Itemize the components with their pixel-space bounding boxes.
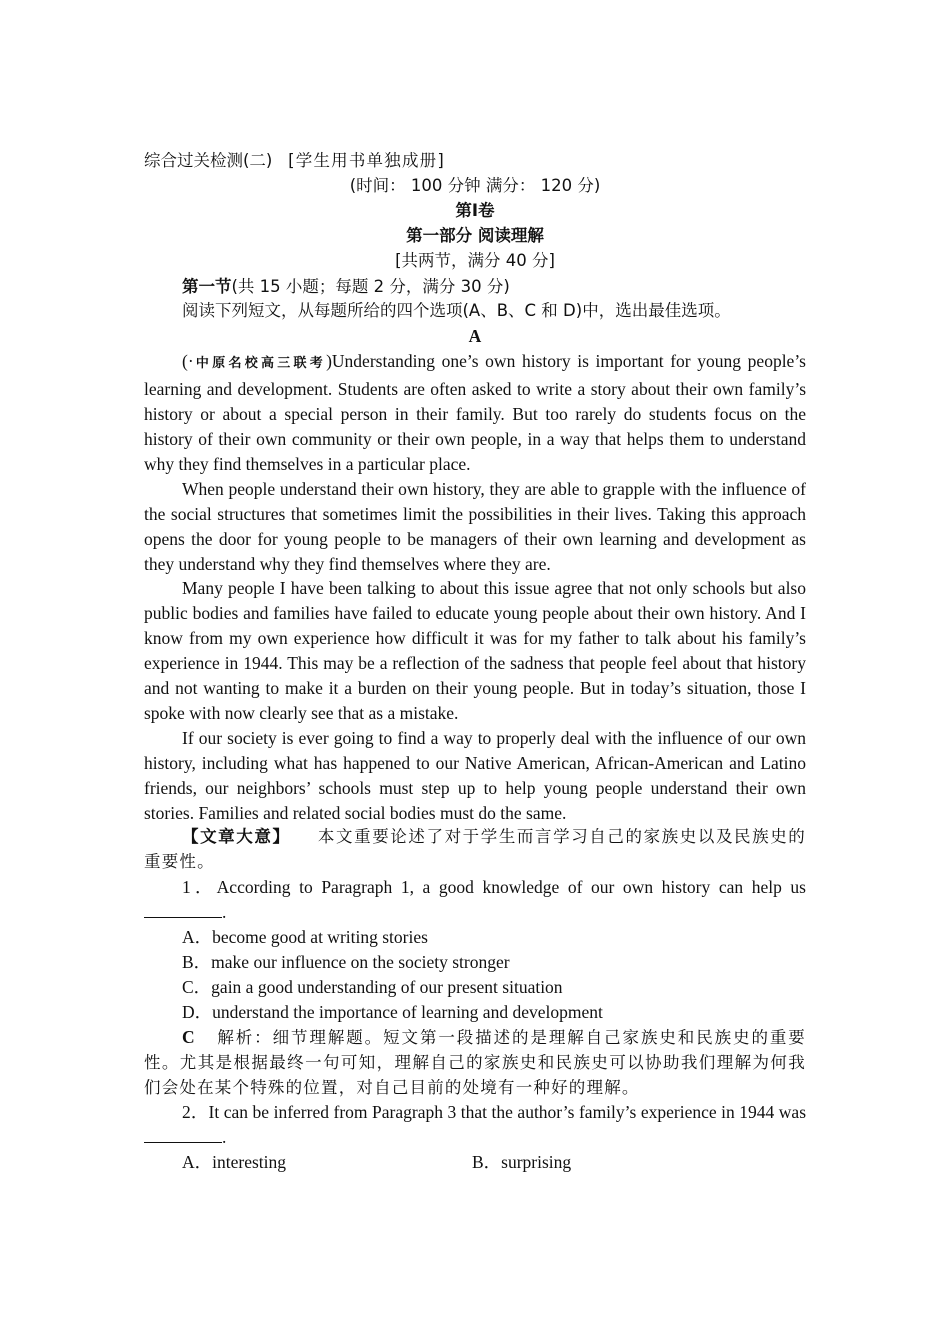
question-stem: 1．According to Paragraph 1, a good knowledge of our own history can help us. [144, 875, 806, 925]
section-line [144, 274, 806, 300]
summary [144, 825, 806, 875]
source-tag: 中原名校高三联考 [193, 356, 327, 372]
answer-blank [144, 1125, 222, 1143]
section-info: (共 15 小题；每题 2 分，满分 30 分) [231, 276, 510, 296]
passage-paragraph: Many people I have been talking to about this issue agree that not only schools but also public bodies and families have failed to educate young people about their own history. And I know from my own experience how difficult it was for my father to talk about his family’s experience in 1944. This may be a reflection of the sadness that people feel about that history and not wanting to make it a burden on their young people. But in today’s situation, those I spoke with now clearly see that as a mistake. [144, 578, 806, 723]
answer-key: C [182, 1026, 196, 1047]
option-row [144, 1150, 806, 1175]
instruction: 阅读下列短文，从每题所给的四个选项(A、B、C 和 D)中，选出最佳选项。 [182, 301, 731, 321]
passage-letter: A [468, 326, 482, 347]
booklet-note: [学生用书单独成册] [288, 151, 445, 170]
option-c: C．gain a good understanding of our present situation [182, 976, 563, 997]
option-a: A．become good at writing stories [182, 927, 428, 948]
summary-label: 【文章大意】 [182, 827, 291, 847]
summary-text: 本文重要论述了对于学生而言学习自己的家族史以及民族史的重要性。 [144, 827, 807, 872]
part-note: [共两节，满分 40 分] [395, 250, 555, 270]
question-stem: 2．It can be inferred from Paragraph 3 that the author’s family’s experience in 1944 was. [144, 1100, 806, 1150]
time-info: (时间： 100 分钟 满分： 120 分) [349, 175, 601, 195]
answer-blank [144, 900, 222, 918]
section-label: 第一节 [182, 276, 232, 296]
option-b: B．make our influence on the society stronger [182, 952, 510, 972]
header-line [144, 148, 806, 174]
answer-analysis [144, 1025, 806, 1101]
analysis-text: 解析：细节理解题。短文第一段描述的是理解自己家族史和民族史的重要性。尤其是根据最终一句可知，理解自己的家族史和民族史可以协助我们理解为何我们会处在某个特殊的位置，对自己目前的处境有一种好的理解。 [144, 1027, 806, 1097]
document-title: 综合过关检测(二) [144, 151, 273, 170]
passage-paragraph: When people understand their own history, they are able to grapple with the influence of the social structures that sometimes limit the possibilities in their lives. Taking this approach opens the door for young people to be managers of their own learning and development as they understand why they find themselves where they are. [144, 478, 806, 574]
passage-paragraph: If our society is ever going to find a way to properly deal with the influence of our own history, including what has happened to our Native American, African-American and Latino friends, our neighbors’ schools must step up to help young people understand their own stories. Families and related social bodies must do the same. [144, 727, 806, 823]
part-title: 第一部分 阅读理解 [406, 225, 544, 245]
document-page [144, 148, 806, 1175]
passage-paragraph: (·中原名校高三联考)Understanding one’s own history is important for young people’s learning and development. Students are often asked to write a story about their own family’s history or about a special person in their family. But too rarely do students focus on the history of their own community or their own people, in a way that helps them to understand why they find themselves in a particular place. [144, 351, 806, 474]
volume-title: 第Ⅰ卷 [455, 200, 495, 220]
option-b: B．surprising [472, 1152, 572, 1173]
option-d: D．understand the importance of learning and development [182, 1001, 603, 1022]
option-a: A．interesting [182, 1152, 287, 1173]
